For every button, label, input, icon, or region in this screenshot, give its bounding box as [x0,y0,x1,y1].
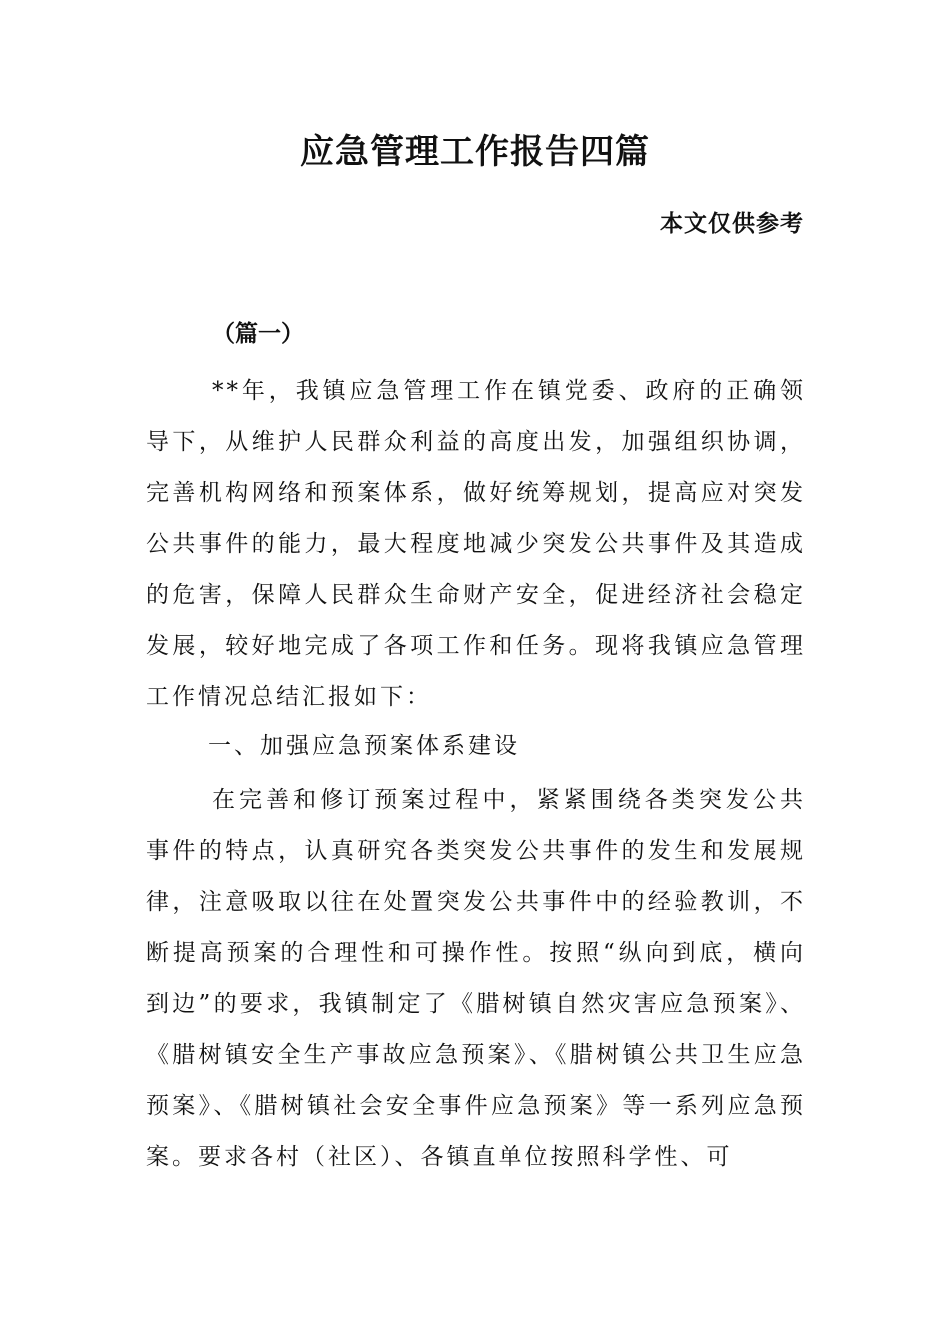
body-paragraph: 在完善和修订预案过程中，紧紧围绕各类突发公共事件的特点，认真研究各类突发公共事件的发生和发展规律，注意吸取以往在处置突发公共事件中的经验教训，不断提高预案的合理性和可操作性。按照“纵向到底，横向到边”的要求，我镇制定了《腊树镇自然灾害应急预案》、《腊树镇安全生产事故应急预案》、《腊树镇公共卫生应急预案》、《腊树镇社会安全事件应急预案》等一系列应急预案。要求各村（社区）、各镇直单位按照科学性、可 [146,787,806,1170]
section-marker: （篇一） [212,320,304,347]
intro-paragraph: **年，我镇应急管理工作在镇党委、政府的正确领导下，从维护人民群众利益的高度出发，加强组织协调，完善机构网络和预案体系，做好统筹规划，提高应对突发公共事件的能力，最大程度地减少突发公共事件及其造成的危害，保障人民群众生命财产安全，促进经济社会稳定发展，较好地完成了各项工作和任务。现将我镇应急管理工作情况总结汇报如下： [146,378,806,710]
document-title: 应急管理工作报告四篇 [300,132,650,172]
reference-note: 本文仅供参考 [660,210,804,237]
section-heading: 一、加强应急预案体系建设 [208,733,520,759]
